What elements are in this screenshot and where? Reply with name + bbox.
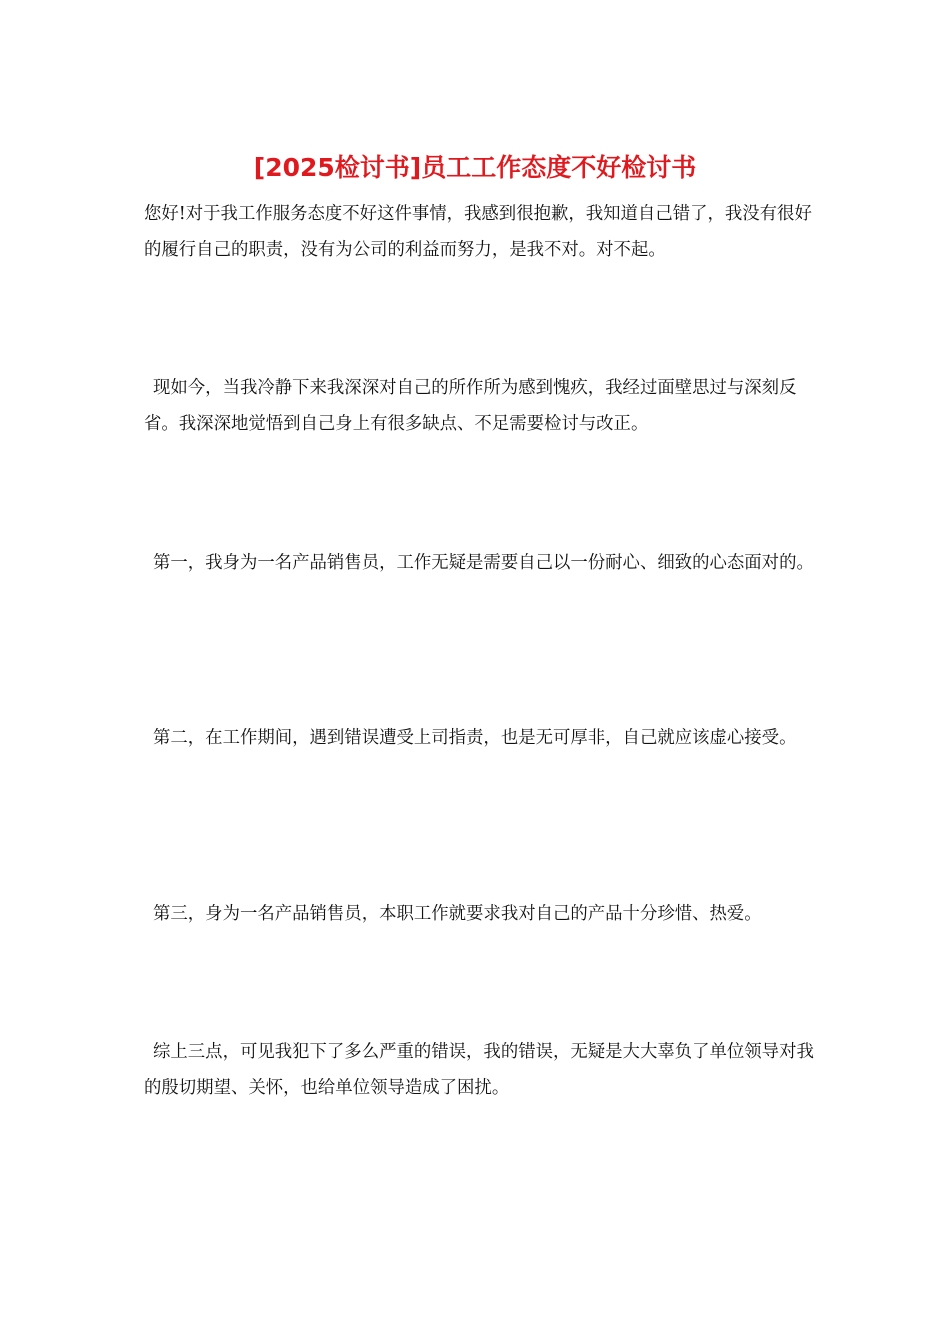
- paragraph-point-two: 第二，在工作期间，遇到错误遭受上司指责，也是无可厚非，自己就应该虚心接受。: [153, 728, 797, 748]
- document-title: [2025检讨书]员工工作态度不好检讨书: [253, 153, 697, 182]
- paragraph-point-one: 第一，我身为一名产品销售员，工作无疑是需要自己以一份耐心、细致的心态面对的。: [153, 553, 814, 573]
- paragraph-point-three: 第三，身为一名产品销售员，本职工作就要求我对自己的产品十分珍惜、热爱。: [153, 904, 762, 924]
- paragraph-reflection: 现如今，当我冷静下来我深深对自己的所作所为感到愧疚，我经过面壁思过与深刻反省。我深深地觉悟到自己身上有很多缺点、不足需要检讨与改正。: [144, 378, 797, 434]
- paragraph-summary: 综上三点，可见我犯下了多么严重的错误，我的错误，无疑是大大辜负了单位领导对我的殷切期望、关怀，也给单位领导造成了困扰。: [144, 1042, 814, 1098]
- paragraph-greeting: 您好!对于我工作服务态度不好这件事情，我感到很抱歉，我知道自己错了，我没有很好的履行自己的职责，没有为公司的利益而努力，是我不对。对不起。: [144, 204, 812, 260]
